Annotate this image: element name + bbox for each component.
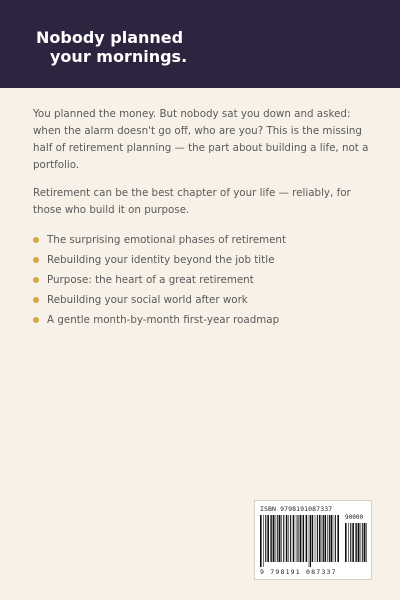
- isbn-label: ISBN 9798191087337: [260, 505, 333, 513]
- bullet-dot-icon: [33, 257, 39, 263]
- price-addon-code: 90000: [345, 514, 364, 521]
- feature-text: The surprising emotional phases of retirement: [47, 234, 286, 246]
- isbn-barcode: [254, 500, 372, 580]
- feature-text: Purpose: the heart of a great retirement: [47, 274, 254, 286]
- bullet-dot-icon: [33, 297, 39, 303]
- promise-paragraph: Retirement can be the best chapter of your life — reliably, for those who build it on purpose.: [33, 187, 351, 216]
- cover-headline: [36, 28, 216, 66]
- bullet-dot-icon: [33, 317, 39, 323]
- barcode-bars-icon: [260, 515, 340, 567]
- intro-paragraph: You planned the money. But nobody sat you down and asked: when the alarm doesn't go off, who are you? This is the missing half of retirement planning — the part about building a life, not a portfolio.: [33, 108, 369, 171]
- headline-line-2: your mornings.: [50, 47, 188, 66]
- addon-barcode-bars-icon: [345, 523, 367, 567]
- feature-text: Rebuilding your identity beyond the job title: [47, 254, 275, 266]
- feature-item: [33, 232, 373, 249]
- feature-item: [33, 272, 373, 289]
- barcode-digits: 9 798191 087337: [260, 568, 337, 576]
- feature-text: Rebuilding your social world after work: [47, 294, 248, 306]
- feature-item: [33, 312, 373, 329]
- feature-item: [33, 292, 373, 309]
- back-cover-copy: [33, 106, 373, 332]
- feature-text: A gentle month-by-month first-year roadmap: [47, 314, 280, 326]
- bullet-dot-icon: [33, 277, 39, 283]
- bullet-dot-icon: [33, 237, 39, 243]
- headline-line-1: Nobody planned: [36, 28, 184, 47]
- header-banner: [0, 0, 400, 88]
- feature-item: [33, 252, 373, 269]
- feature-list: [33, 232, 373, 329]
